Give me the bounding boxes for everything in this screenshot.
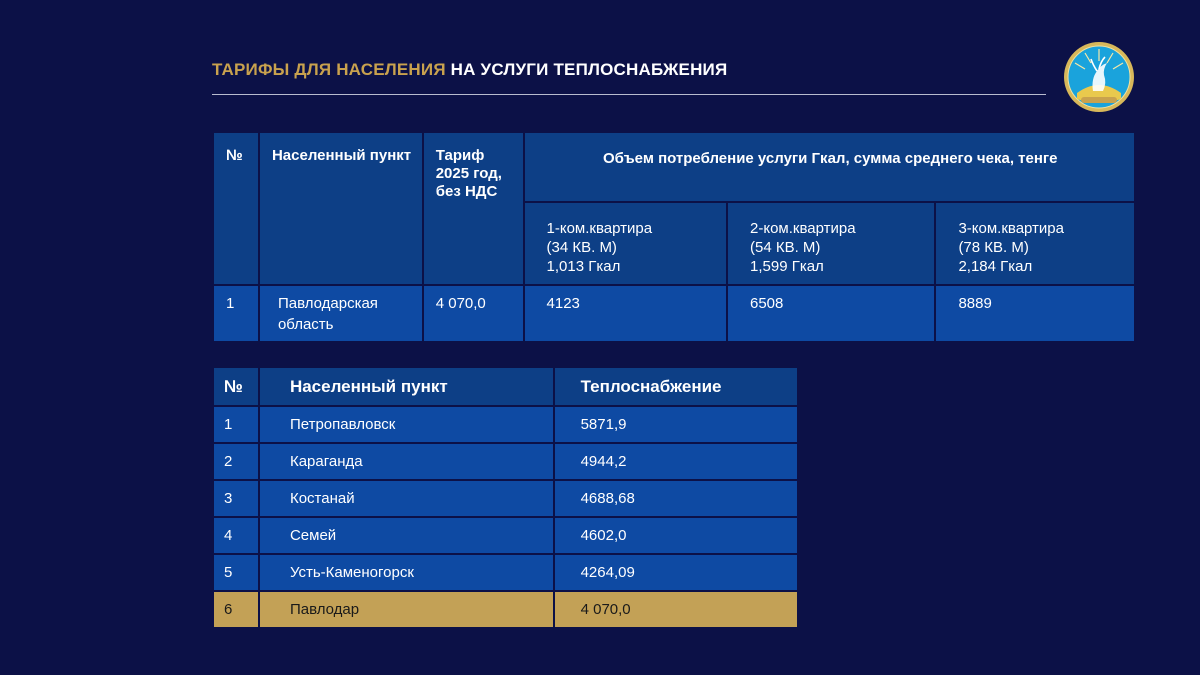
- row-1room-value: 4123: [524, 285, 727, 342]
- header-locality: Населенный пункт: [259, 132, 423, 285]
- table-row: [213, 480, 798, 517]
- header-locality: Населенный пункт: [259, 367, 554, 406]
- pavlodar-region-emblem-icon: [1063, 41, 1135, 113]
- table-row: [213, 517, 798, 554]
- row-num: 2: [213, 443, 259, 480]
- page-title-white: НА УСЛУГИ ТЕПЛОСНАБЖЕНИЯ: [450, 60, 728, 79]
- subheader-2room: 2-ком.квартира (54 КВ. М) 1,599 Гкал: [727, 202, 935, 285]
- row-locality: Семей: [259, 517, 554, 554]
- row-3room-value: 8889: [935, 285, 1135, 342]
- row-heat: 4 070,0: [554, 591, 798, 628]
- page-title-gold: ТАРИФЫ ДЛЯ НАСЕЛЕНИЯ: [212, 60, 446, 79]
- title-divider: [212, 94, 1046, 95]
- subheader-1room: 1-ком.квартира (34 КВ. М) 1,013 Гкал: [524, 202, 727, 285]
- table-row: [213, 285, 1135, 342]
- table-row: [213, 443, 798, 480]
- header-num: №: [213, 132, 259, 285]
- row-heat: 4944,2: [554, 443, 798, 480]
- header-num: №: [213, 367, 259, 406]
- row-locality: Караганда: [259, 443, 554, 480]
- row-num: 6: [213, 591, 259, 628]
- header-tariff: Тариф 2025 год, без НДС: [423, 132, 524, 285]
- subheader-3room: 3-ком.квартира (78 КВ. М) 2,184 Гкал: [935, 202, 1135, 285]
- row-heat: 4264,09: [554, 554, 798, 591]
- row-num: 1: [213, 406, 259, 443]
- row-locality: Петропавловск: [259, 406, 554, 443]
- page-title: [212, 60, 727, 80]
- row-num: 4: [213, 517, 259, 554]
- city-comparison-table: [212, 366, 799, 629]
- row-tariff: 4 070,0: [423, 285, 524, 342]
- table-row-highlighted: [213, 591, 798, 628]
- row-2room-value: 6508: [727, 285, 935, 342]
- table-row: [213, 554, 798, 591]
- row-locality: Павлодар: [259, 591, 554, 628]
- row-num: 3: [213, 480, 259, 517]
- row-locality: Павлодарская область: [259, 285, 423, 342]
- tariff-table: [212, 131, 1136, 343]
- row-heat: 5871,9: [554, 406, 798, 443]
- table-row: [213, 406, 798, 443]
- header-heat: Теплоснабжение: [554, 367, 798, 406]
- row-locality: Костанай: [259, 480, 554, 517]
- row-locality: Усть-Каменогорск: [259, 554, 554, 591]
- header-consumption: Объем потребление услуги Гкал, сумма среднего чека, тенге: [524, 132, 1135, 202]
- row-heat: 4688,68: [554, 480, 798, 517]
- row-heat: 4602,0: [554, 517, 798, 554]
- row-num: 5: [213, 554, 259, 591]
- row-num: 1: [213, 285, 259, 342]
